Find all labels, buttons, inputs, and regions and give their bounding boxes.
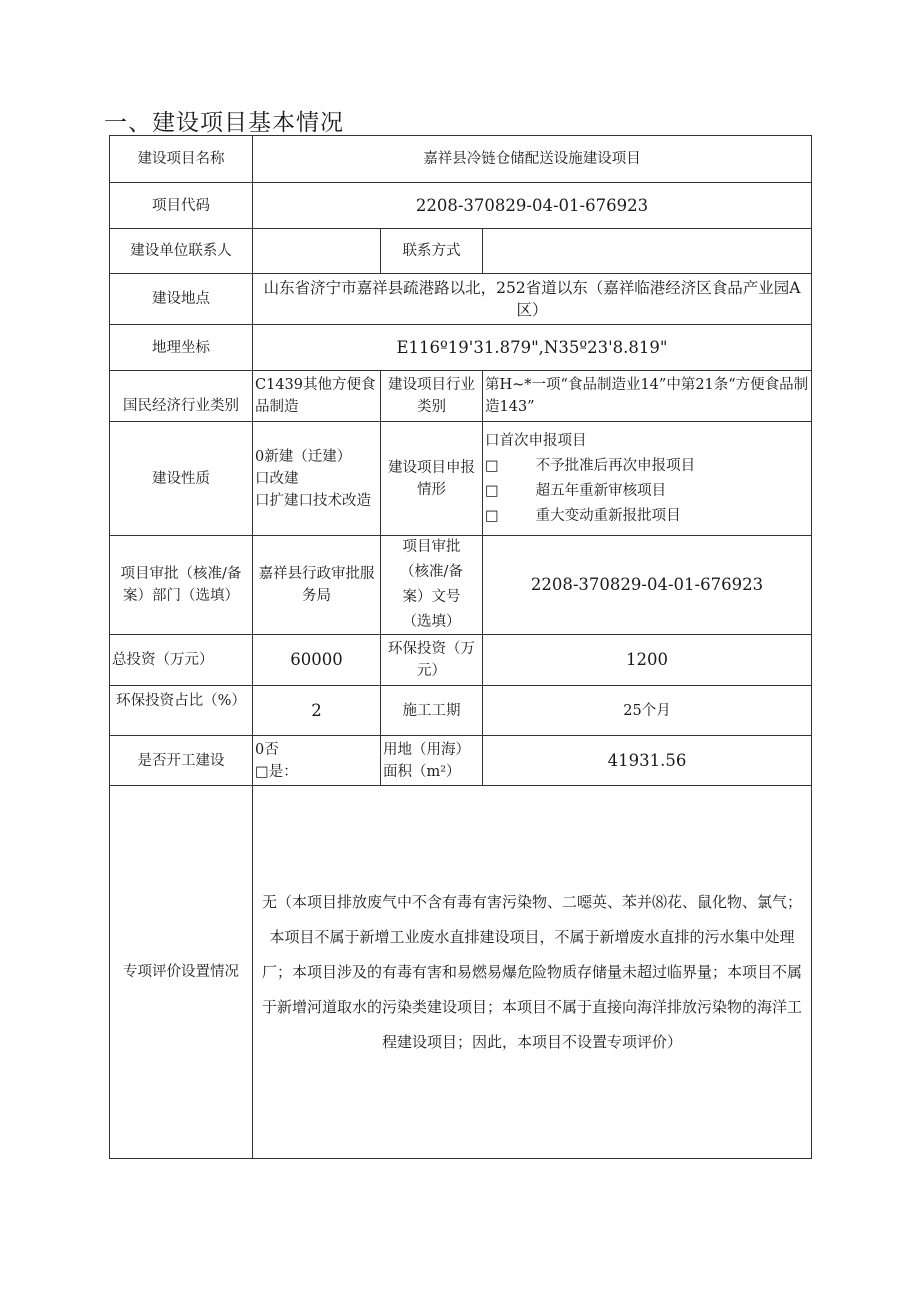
section-title: 一、建设项目基本情况 [104, 110, 344, 136]
industry-value: C1439其他方便食品制造 [253, 371, 381, 422]
contact-value [253, 229, 381, 274]
total-investment-value: 60000 [253, 635, 381, 686]
declaration-options [483, 422, 811, 536]
project-info-table [109, 135, 812, 1159]
declaration-label: 建设项目申报情形 [381, 422, 483, 536]
nature-option-new[interactable]: 0新建（迁建） [255, 448, 352, 465]
nature-options [253, 422, 381, 536]
env-ratio-value: 2 [253, 686, 381, 736]
approval-no-label: 项目审批（核准/备案）文号（选填） [381, 536, 483, 635]
land-area-value: 41931.56 [483, 736, 811, 786]
industry-category-label: 建设项目行业类别 [381, 371, 483, 422]
project-name-value: 嘉祥县冷链仓储配送设施建设项目 [253, 136, 811, 183]
declaration-option-first[interactable]: 口首次申报项目 [485, 432, 587, 449]
env-ratio-label: 环保投资占比（%） [110, 686, 253, 736]
project-code-value: 2208-370829-04-01-676923 [253, 183, 811, 229]
started-options [253, 736, 381, 786]
nature-option-expand[interactable]: 口扩建口技术改造 [255, 492, 371, 509]
approval-dept-value: 嘉祥县行政审批服务局 [253, 536, 381, 635]
project-code-label: 项目代码 [110, 183, 253, 229]
special-eval-label: 专项评价设置情况 [110, 786, 253, 1158]
declaration-option-five-years[interactable]: □ 超五年重新审核项目 [485, 482, 667, 499]
contact-method-label: 联系方式 [381, 229, 483, 274]
started-label: 是否开工建设 [110, 736, 253, 786]
coords-value: E116º19'31.879",N35º23'8.819" [253, 325, 811, 371]
started-option-yes[interactable]: □是： [255, 763, 298, 780]
contact-label: 建设单位联系人 [110, 229, 253, 274]
nature-label: 建设性质 [110, 422, 253, 536]
industry-category-value: 第H~*一项“食品制造业14”中第21条“方便食品制造143” [483, 371, 811, 422]
env-investment-value: 1200 [483, 635, 811, 686]
declaration-option-major-change[interactable]: □ 重大变动重新报批项目 [485, 507, 681, 524]
env-investment-label: 环保投资（万元） [381, 635, 483, 686]
coords-label: 地理坐标 [110, 325, 253, 371]
special-eval-value: 无（本项目排放废气中不含有毒有害污染物、二噁英、苯并⑻花、鼠化物、氯气；本项目不属于新增工业废水直排建设项目，不属于新增废水直排的污水集中处理厂；本项目涉及的有毒有害和易燃易爆危险物质存储量未超过临界量；本项目不属于新增河道取水的污染类建设项目；本项目不属于直接向海洋排放污染物的海洋工程建设项目；因此，本项目不设置专项评价） [261, 892, 802, 1051]
approval-no-value: 2208-370829-04-01-676923 [483, 536, 811, 635]
location-value: 山东省济宁市嘉祥县疏港路以北，252省道以东（嘉祥临港经济区食品产业园A区） [253, 274, 811, 325]
started-option-no[interactable]: 0否 [255, 741, 279, 758]
declaration-option-resubmit[interactable]: □ 不予批准后再次申报项目 [485, 457, 696, 474]
location-label: 建设地点 [110, 274, 253, 325]
construction-period-label: 施工工期 [381, 686, 483, 736]
nature-option-rebuild[interactable]: 口改建 [255, 470, 299, 487]
approval-dept-label: 项目审批（核准/备案）部门（选填） [110, 536, 253, 635]
total-investment-label: 总投资（万元） [110, 635, 253, 686]
project-name-label: 建设项目名称 [110, 136, 253, 183]
industry-label: 国民经济行业类别 [110, 371, 253, 422]
contact-method-value [483, 229, 811, 274]
construction-period-value: 25个月 [483, 686, 811, 736]
land-area-label: 用地（用海）面积（m²） [381, 736, 483, 786]
